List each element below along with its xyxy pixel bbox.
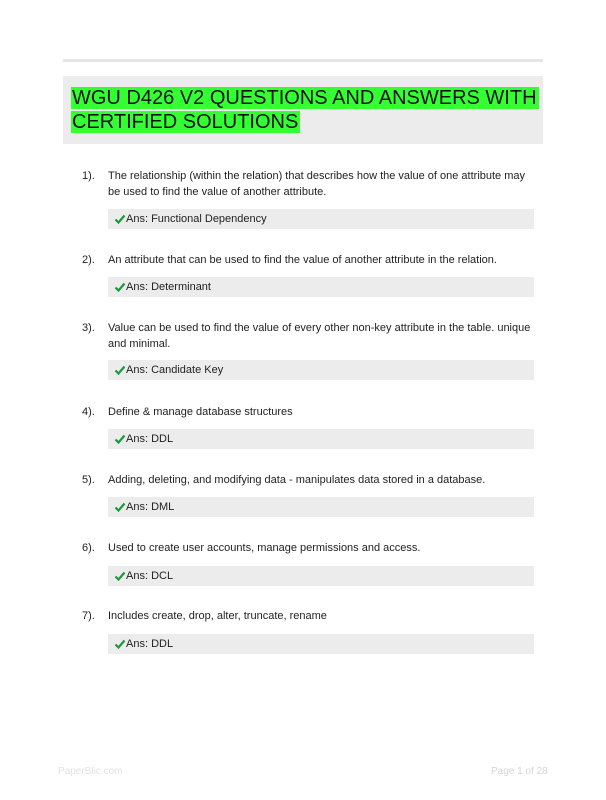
answer-box: [108, 360, 534, 380]
checkmark-icon: [114, 433, 126, 445]
question-number: 6).: [82, 542, 95, 554]
question-text: The relationship (within the relation) that describes how the value of one attribute may be used to find the value of another attribute.: [108, 170, 526, 198]
question-number: 3).: [82, 322, 95, 334]
question-text: Used to create user accounts, manage permissions and access.: [108, 542, 421, 554]
footer-watermark: PaperBlic.com: [58, 766, 123, 777]
question-text: Value can be used to find the value of every other non-key attribute in the table. unique and minimal.: [108, 322, 531, 350]
checkmark-icon: [114, 638, 126, 650]
question-text: Includes create, drop, alter, truncate, rename: [108, 610, 327, 622]
answer-box: [108, 429, 534, 449]
checkmark-icon: [114, 213, 126, 225]
question-text: Adding, deleting, and modifying data - manipulates data stored in a database.: [108, 474, 486, 486]
answer-box: [108, 497, 534, 517]
answer-box: [108, 566, 534, 586]
answer-text: Ans: DML: [126, 501, 175, 513]
checkmark-icon: [114, 570, 126, 582]
question-number: 4).: [82, 406, 95, 418]
answer-box: [108, 634, 534, 654]
top-divider: [63, 59, 543, 62]
answer-box: [108, 209, 534, 229]
question-number: 5).: [82, 474, 95, 486]
answer-text: Ans: DDL: [126, 433, 174, 445]
answer-text: Ans: Functional Dependency: [126, 213, 267, 225]
answer-text: Ans: Candidate Key: [126, 364, 224, 376]
document-title: WGU D426 V2 QUESTIONS AND ANSWERS WITH CERTIFIED SOLUTIONS: [72, 87, 537, 133]
question-number: 7).: [82, 610, 95, 622]
question-text: Define & manage database structures: [108, 406, 293, 418]
answer-text: Ans: DCL: [126, 570, 174, 582]
answer-text: Ans: DDL: [126, 638, 174, 650]
question-text: An attribute that can be used to find the value of another attribute in the relation.: [108, 254, 497, 266]
answer-text: Ans: Determinant: [126, 281, 211, 293]
checkmark-icon: [114, 281, 126, 293]
page-number: Page 1 of 28: [491, 766, 548, 777]
answer-box: [108, 277, 534, 297]
checkmark-icon: [114, 501, 126, 513]
checkmark-icon: [114, 364, 126, 376]
question-number: 2).: [82, 254, 95, 266]
question-number: 1).: [82, 170, 95, 182]
